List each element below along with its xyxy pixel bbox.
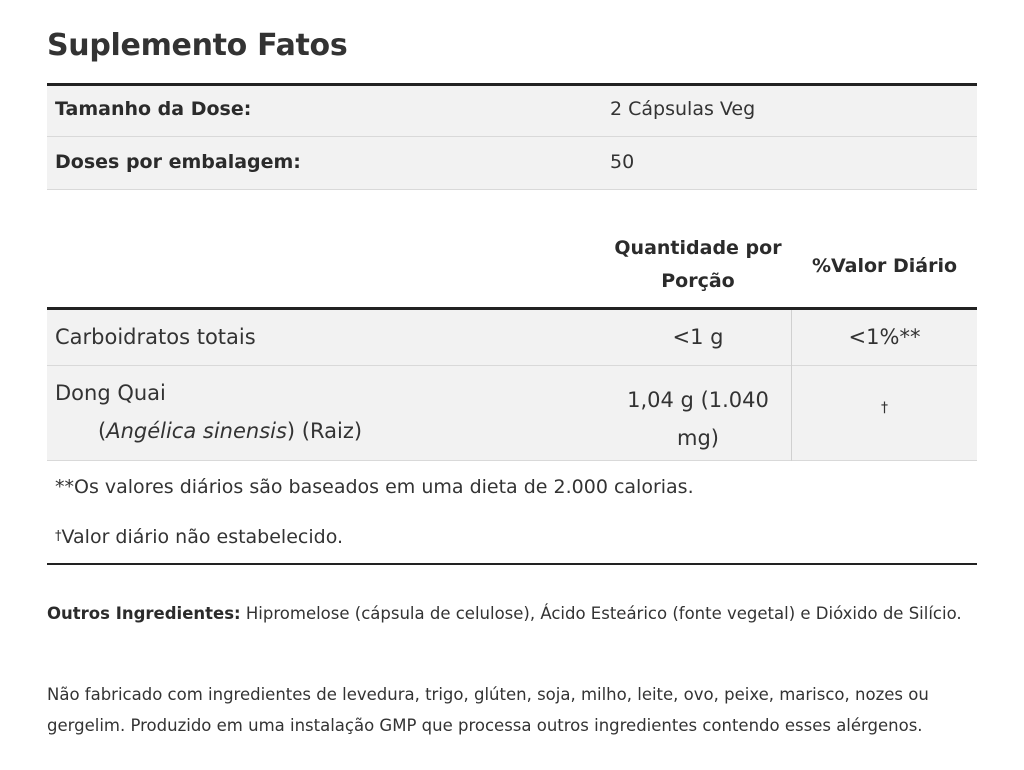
amount-header-line1: Quantidade por	[614, 237, 782, 259]
daily-value-header: %Valor Diário	[811, 255, 958, 277]
ingredient-amount	[604, 381, 792, 457]
serving-size-value: 2 Cápsulas Veg	[610, 98, 756, 120]
amount-per-serving-header	[604, 232, 792, 298]
page-title: Suplemento Fatos	[47, 28, 348, 63]
serving-size-label: Tamanho da Dose:	[55, 98, 252, 120]
ingredient-name: Dong Quai	[55, 381, 166, 405]
servings-per-container-value: 50	[610, 151, 635, 173]
ingredient-amount-line1: 1,04 g (1.040	[627, 388, 769, 412]
ingredient-amount-line2: mg)	[677, 426, 719, 450]
other-ingredients: Outros Ingredientes: Hipromelose (cápsula de celulose), Ácido Esteárico (fonte vegetal) e Dióxido de Silício.	[47, 604, 962, 623]
bottom-rule	[47, 563, 977, 565]
ingredient-daily-value: †	[881, 400, 888, 416]
daily-value-footnote: **Os valores diários são baseados em uma dieta de 2.000 calorias.	[55, 476, 694, 498]
servings-per-container-label: Doses por embalagem:	[55, 151, 301, 173]
amount-header-line2: Porção	[661, 270, 735, 292]
allergen-statement: Não fabricado com ingredientes de levedura, trigo, glúten, soja, milho, leite, ovo, peixe, marisco, nozes ou gergelim. Produzido em uma instalação GMP que processa outros ingredientes contendo esses alérgenos.	[47, 685, 929, 735]
serving-divider	[47, 136, 977, 137]
rows-bottom-line	[47, 460, 977, 461]
ingredient-botanical-name: (Angélica sinensis) (Raiz)	[98, 419, 363, 443]
row-divider	[47, 365, 977, 366]
nutrient-name: Carboidratos totais	[55, 325, 256, 349]
nutrient-amount: <1 g	[672, 325, 724, 349]
nutrient-daily-value: <1%**	[848, 325, 921, 349]
dagger-footnote: †Valor diário não estabelecido.	[55, 526, 344, 548]
serving-bottom-line	[47, 189, 977, 190]
